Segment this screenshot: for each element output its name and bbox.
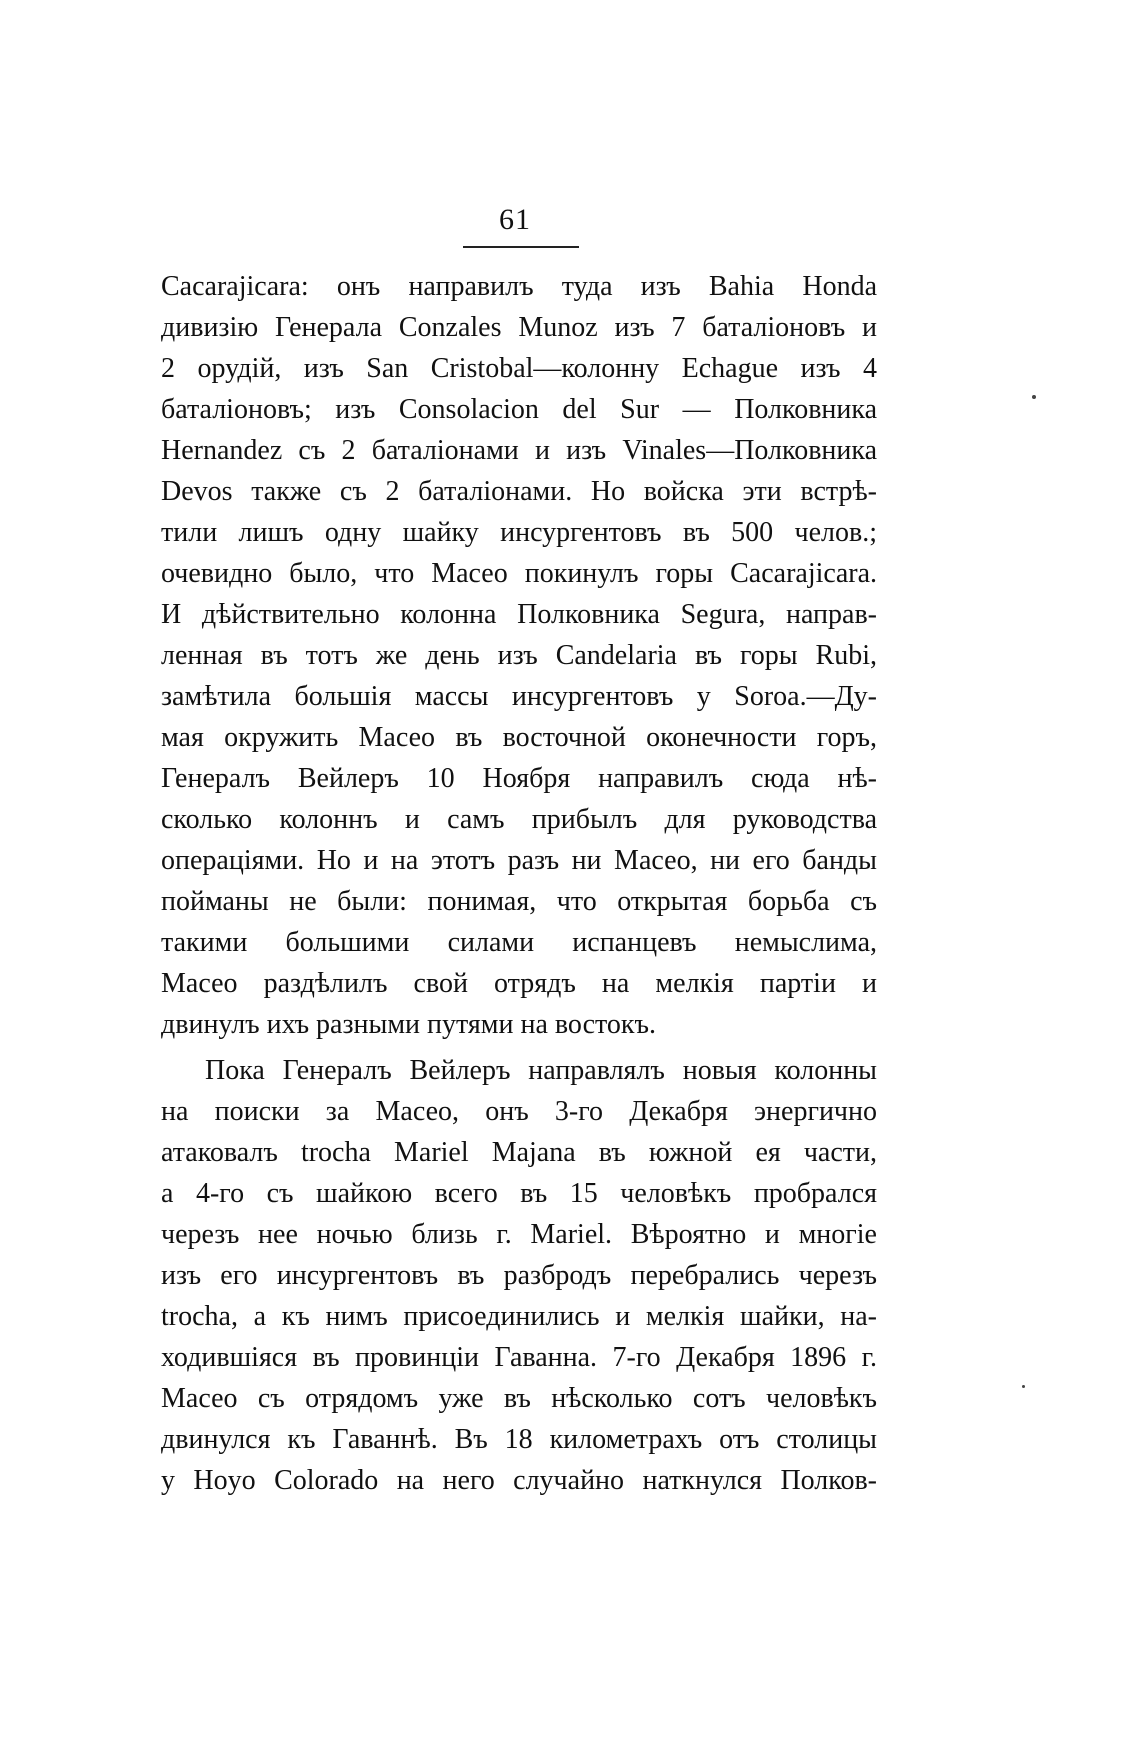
text-line: Cacarajicara: онъ направилъ туда изъ Bahia Honda [161, 271, 877, 302]
text-line: пойманы не были: понимая, что открытая борьба съ [161, 886, 877, 917]
text-line: изъ его инсургентовъ въ разбродъ перебрались черезъ [161, 1260, 877, 1291]
text-line-last: двинулъ ихъ разными путями на востокъ. [161, 1009, 656, 1040]
text-line: на поиски за Масео, онъ 3-го Декабря энергично [161, 1096, 877, 1127]
text-line: И дѣйствительно колонна Полковника Segura, направ- [161, 599, 877, 630]
text-line: trocha, а къ нимъ присоединились и мелкія шайки, на- [161, 1301, 877, 1332]
body-text [161, 266, 877, 1501]
text-line: Генералъ Вейлеръ 10 Ноября направилъ сюда нѣ- [161, 763, 877, 794]
text-line: Hernandez съ 2 баталіонами и изъ Vinales—Полковника [161, 435, 877, 466]
text-line: Devos также съ 2 баталіонами. Но войска эти встрѣ- [161, 476, 877, 507]
text-line: такими большими силами испанцевъ немыслима, [161, 927, 877, 958]
print-speck [1032, 395, 1036, 399]
text-line: ленная въ тотъ же день изъ Candelaria въ горы Rubi, [161, 640, 877, 671]
paragraph-2 [161, 1050, 877, 1501]
text-line: мая окружить Масео въ восточной оконечности горъ, [161, 722, 877, 753]
paragraph-1 [161, 266, 877, 1045]
print-speck [1022, 1385, 1025, 1388]
text-line: замѣтила большія массы инсургентовъ у Soroa.—Ду- [161, 681, 877, 712]
text-line: операціями. Но и на этотъ разъ ни Масео, ни его банды [161, 845, 877, 876]
text-line: дивизію Генерала Conzales Munoz изъ 7 баталіоновъ и [161, 312, 877, 343]
text-line: черезъ нее ночью близь г. Mariel. Вѣроятно и многіе [161, 1219, 877, 1250]
text-line: Масео съ отрядомъ уже въ нѣсколько сотъ человѣкъ [161, 1383, 877, 1414]
text-line: 2 орудій, изъ San Cristobal—колонну Echague изъ 4 [161, 353, 877, 384]
text-line: тили лишъ одну шайку инсургентовъ въ 500 челов.; [161, 517, 877, 548]
text-line-indented: Пока Генералъ Вейлеръ направлялъ новыя колонны [205, 1055, 877, 1086]
text-line: ходившіяся въ провинціи Гаванна. 7-го Декабря 1896 г. [161, 1342, 877, 1373]
text-line: атаковалъ trocha Mariel Majana въ южной ея части, [161, 1137, 877, 1168]
page-number-rule [463, 246, 579, 248]
text-line: Масео раздѣлилъ свой отрядъ на мелкія партіи и [161, 968, 877, 999]
text-line: двинулся къ Гаваннѣ. Въ 18 километрахъ отъ столицы [161, 1424, 877, 1455]
text-line: очевидно было, что Масео покинулъ горы Cacarajicara. [161, 558, 877, 589]
page-number: 61 [499, 203, 531, 236]
text-line: сколько колоннъ и самъ прибылъ для руководства [161, 804, 877, 835]
text-line: у Hoyo Colorado на него случайно наткнулся Полков- [161, 1465, 877, 1496]
text-line: баталіоновъ; изъ Consolacion del Sur — Полковника [161, 394, 877, 425]
text-line: а 4-го съ шайкою всего въ 15 человѣкъ пробрался [161, 1178, 877, 1209]
